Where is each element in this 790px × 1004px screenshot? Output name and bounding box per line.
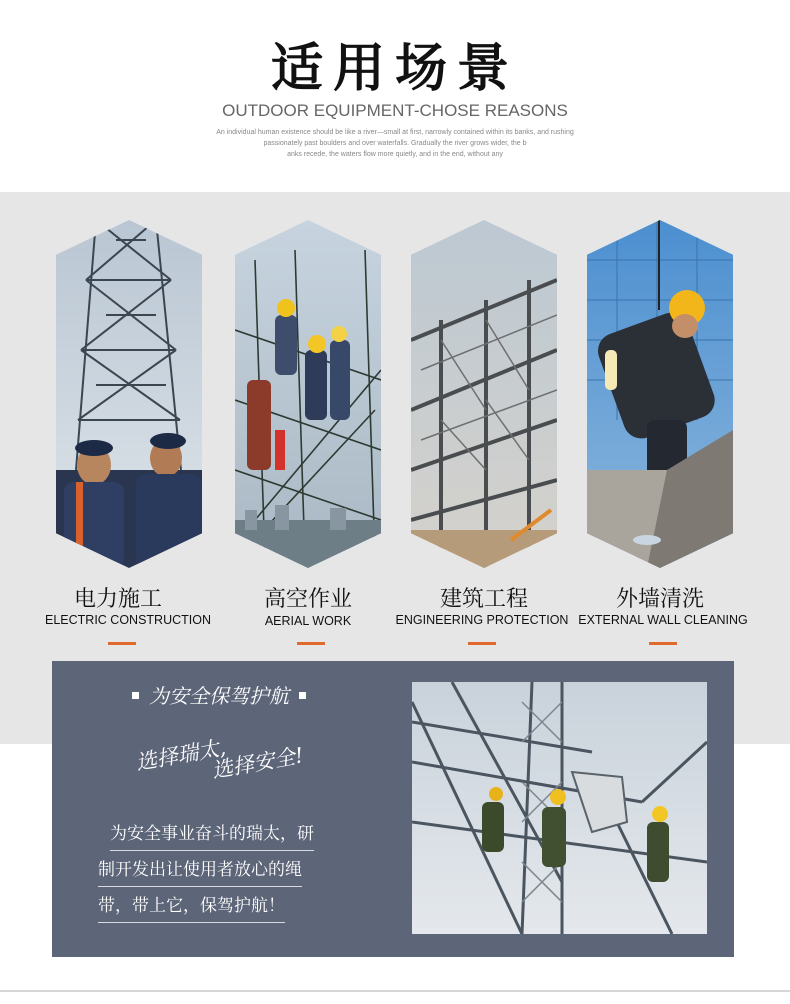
square-bullet-icon bbox=[132, 692, 139, 699]
scene-title-zh: 高空作业 bbox=[263, 587, 352, 612]
scene-title-en: ELECTRIC CONSTRUCTION bbox=[45, 613, 211, 627]
accent-dash bbox=[649, 642, 677, 645]
scene-title-en: AERIAL WORK bbox=[264, 614, 352, 628]
scene-title-zh: 电力施工 bbox=[73, 587, 162, 612]
tower-climbers-photo bbox=[412, 682, 707, 934]
safety-card bbox=[52, 661, 734, 957]
steel-frame-building-photo bbox=[411, 220, 557, 568]
scene-title-zh: 外墙清洗 bbox=[615, 587, 704, 612]
safety-heading bbox=[122, 680, 316, 709]
accent-dash bbox=[468, 642, 496, 645]
page-subtitle: OUTDOOR EQUIPMENT-CHOSE REASONS bbox=[222, 101, 568, 120]
scene-title-en: EXTERNAL WALL CLEANING bbox=[578, 613, 748, 627]
body-line: 带，带上它，保驾护航！ bbox=[98, 891, 285, 923]
safety-heading-text: 为安全保驾护航 bbox=[149, 684, 289, 708]
square-bullet-icon bbox=[299, 692, 306, 699]
intro-text bbox=[180, 127, 610, 160]
power-tower-workers-photo bbox=[56, 220, 202, 568]
scene-title-en: ENGINEERING PROTECTION bbox=[395, 613, 569, 627]
body-line: 为安全事业奋斗的瑞太，研 bbox=[110, 819, 314, 851]
intro-line: passionately past boulders and over waterfalls. Gradually the river grows wider, the b bbox=[263, 140, 527, 147]
aerial-workers-photo bbox=[235, 220, 381, 568]
intro-line: anks recede, the waters flow more quietly, and in the end, without any bbox=[287, 151, 503, 158]
intro-line: An individual human existence should be like a river—small at first, narrowly contained within its banks, and rushing bbox=[216, 129, 574, 136]
body-line: 制开发出让使用者放心的绳 bbox=[98, 855, 302, 887]
scene-title-zh: 建筑工程 bbox=[439, 587, 528, 612]
slogan-line-1: 选择瑞太, bbox=[134, 735, 228, 775]
accent-dash bbox=[297, 642, 325, 645]
accent-dash bbox=[108, 642, 136, 645]
page-title: 适用场景 bbox=[270, 39, 519, 99]
wall-cleaner-photo bbox=[587, 220, 733, 568]
slogan-line-2: 选择安全! bbox=[210, 743, 306, 783]
divider bbox=[0, 990, 790, 992]
